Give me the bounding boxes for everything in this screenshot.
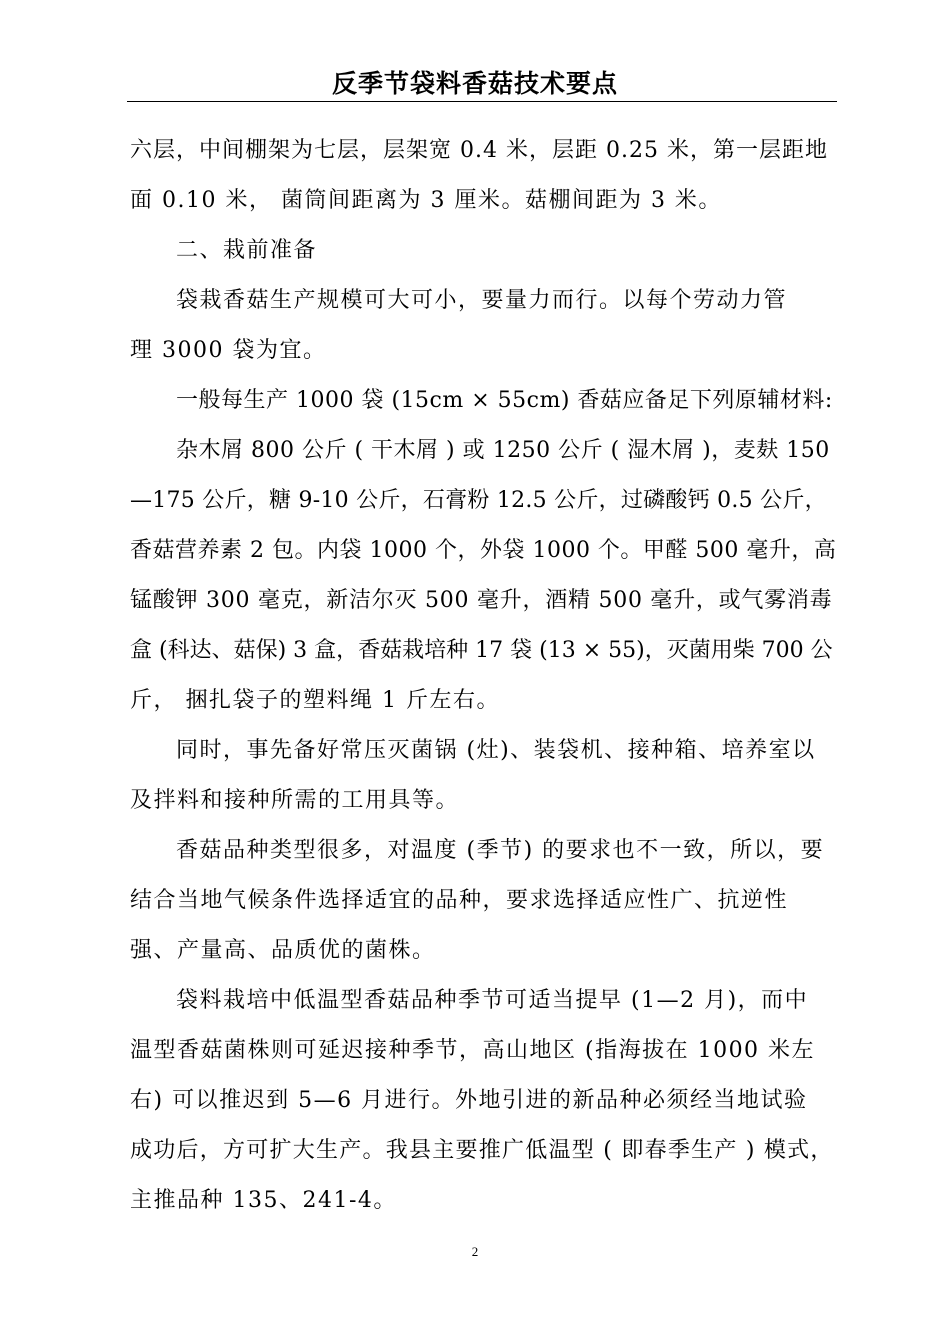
document-body	[130, 126, 836, 1226]
text-line: 温型香菇菌株则可延迟接种季节，高山地区 (指海拔在 1000 米左	[130, 1038, 816, 1063]
text-line: —175 公斤，糖 9-10 公斤，石膏粉 12.5 公斤，过磷酸钙 0.5 公斤，	[130, 488, 827, 513]
text-line: 斤， 捆扎袋子的塑料绳 1 斤左右。	[130, 688, 500, 713]
text-line: 六层，中间棚架为七层，层架宽 0.4 米，层距 0.25 米，第一层距地	[130, 138, 828, 163]
text-line: 强、产量高、品质优的菌株。	[130, 938, 436, 963]
text-line: 杂木屑 800 公斤 ( 干木屑 ) 或 1250 公斤 ( 湿木屑 )，麦麸 150	[176, 438, 830, 463]
page-number: 2	[471, 1244, 479, 1259]
text-line: 袋栽香菇生产规模可大可小，要量力而行。以每个劳动力管	[176, 288, 788, 313]
text-line: 右) 可以推迟到 5—6 月进行。外地引进的新品种必须经当地试验	[130, 1088, 808, 1113]
text-line: 成功后，方可扩大生产。我县主要推广低温型 ( 即春季生产 ) 模式，	[130, 1138, 834, 1163]
text-line: 同时，事先备好常压灭菌锅 (灶)、装袋机、接种箱、培养室以	[176, 738, 816, 763]
text-line: 面 0.10 米， 菌筒间距离为 3 厘米。菇棚间距为 3 米。	[130, 188, 722, 213]
text-line: 理 3000 袋为宜。	[130, 338, 327, 363]
text-line: 二、栽前准备	[176, 238, 318, 263]
text-line: 盒 (科达、菇保) 3 盒，香菇栽培种 17 袋 (13 × 55)，灭菌用柴 700 公	[130, 638, 833, 663]
text-line: 结合当地气候条件选择适宜的品种，要求选择适应性广、抗逆性	[130, 888, 789, 913]
text-line: 一般每生产 1000 袋 (15cm × 55cm) 香菇应备足下列原辅材料:	[176, 388, 833, 413]
header-divider	[127, 101, 837, 102]
text-line: 香菇营养素 2 包。内袋 1000 个，外袋 1000 个。甲醛 500 毫升，高	[130, 538, 837, 563]
text-line: 锰酸钾 300 毫克，新洁尔灭 500 毫升，酒精 500 毫升，或气雾消毒	[130, 588, 833, 613]
page-title: 反季节袋料香菇技术要点	[331, 69, 618, 98]
text-line: 主推品种 135、241-4。	[130, 1188, 397, 1213]
text-line: 及拌料和接种所需的工用具等。	[130, 788, 460, 813]
text-line: 袋料栽培中低温型香菇品种季节可适当提早 (1—2 月)，而中	[176, 988, 809, 1013]
text-line: 香菇品种类型很多，对温度 (季节) 的要求也不一致，所以，要	[176, 838, 825, 863]
